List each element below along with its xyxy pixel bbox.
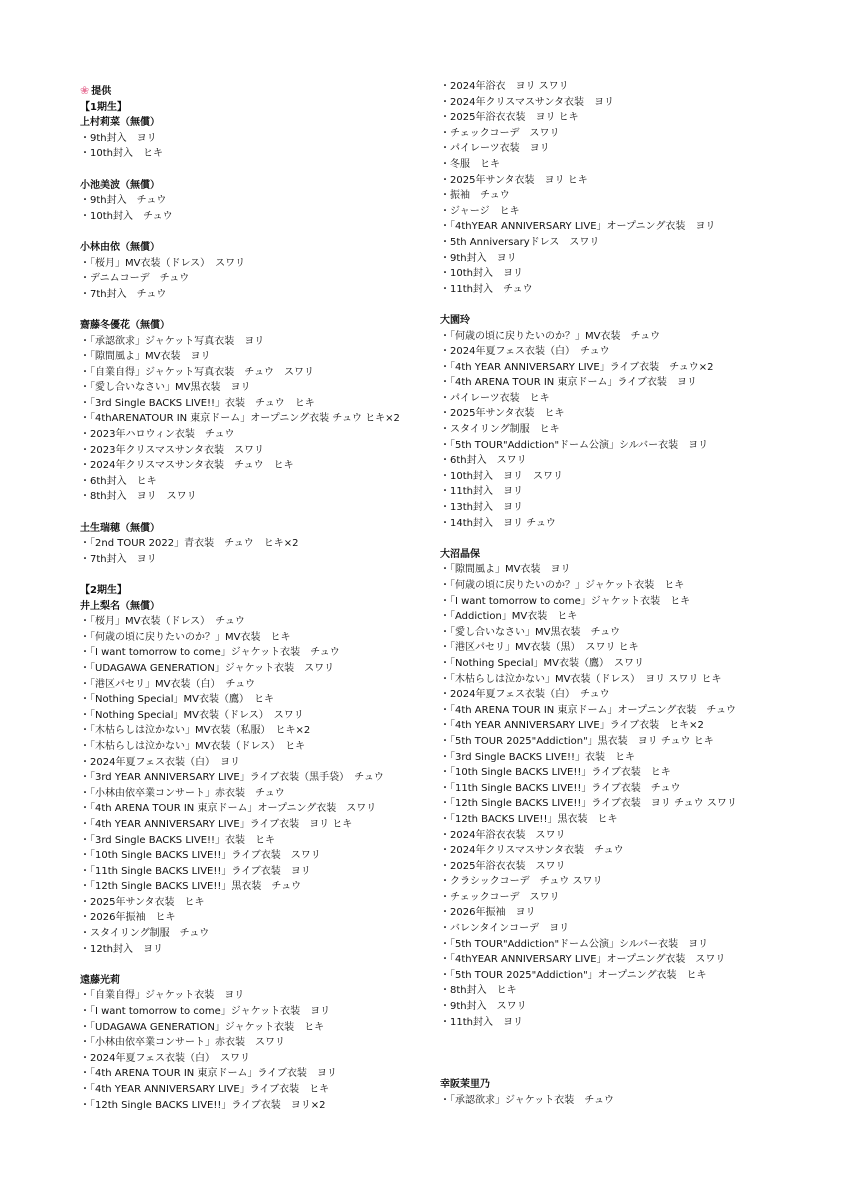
list-item: ・ バレンタインコーデ ヨリ [440, 921, 840, 937]
list-item: ・ 「10th Single BACKS LIVE!!」ライブ衣装 ヒキ [440, 765, 840, 781]
list-item: ・ 2024年浴衣衣装 スワリ [440, 828, 840, 844]
list-item: ・ 2023年クリスマスサンタ衣装 スワリ [80, 443, 420, 459]
list-item: ・ 2024年夏フェス衣装（白） ヨリ [80, 755, 420, 771]
list-item: ・ 10th封入 ヨリ [440, 266, 840, 282]
list-item: ・ 「4th ARENA TOUR IN 東京ドーム」オープニング衣装 スワリ [80, 801, 420, 817]
list-item: ・ パイレーツ衣装 ヨリ [440, 141, 840, 157]
list-item: ・ 「隙間風よ」MV衣装 ヨリ [440, 562, 840, 578]
list-item: ・ 10th封入 ヒキ [80, 146, 420, 162]
list-item: ・ 「12th Single BACKS LIVE!!」ライブ衣装 ヨリ×2 [80, 1098, 420, 1114]
list-item: ・ 2024年クリスマスサンタ衣装 チュウ ヒキ [80, 458, 420, 474]
list-item: ・ 「12th Single BACKS LIVE!!」ライブ衣装 ヨリ チュウ スワリ [440, 796, 840, 812]
list-item: ・ 「4thYEAR ANNIVERSARY LIVE」オープニング衣装 ヨリ [440, 219, 840, 235]
list-item: ・ 2024年クリスマスサンタ衣装 ヨリ [440, 95, 840, 111]
list-item: ・ 「5th TOUR 2025"Addiction"」黒衣装 ヨリ チュウ ヒキ [440, 734, 840, 750]
flower-icon: ❀ [80, 84, 90, 97]
member-name: 大沼晶保 [440, 548, 480, 560]
list-item: ・ チェックコーデ スワリ [440, 126, 840, 142]
member-block [80, 178, 420, 225]
list-item: ・ 「3rd Single BACKS LIVE!!」衣装 チュウ ヒキ [80, 396, 420, 412]
list-item: ・ 11th封入 ヨリ [440, 484, 840, 500]
section-header-label: 提供 [91, 86, 112, 97]
list-item: ・ スタイリング制服 ヒキ [440, 422, 840, 438]
list-item: ・ 2025年サンタ衣装 ヒキ [440, 406, 840, 422]
list-item: ・ 「自業自得」ジャケット写真衣装 チュウ スワリ [80, 365, 420, 381]
list-item: ・ 「愛し合いなさい」MV黒衣装 チュウ [440, 625, 840, 641]
list-item: ・ 9th封入 チュウ [80, 193, 420, 209]
list-item: ・ 「5th TOUR"Addiction"ドーム公演」シルバー衣装 ヨリ [440, 937, 840, 953]
right-column [440, 79, 840, 1108]
member-name: 遠藤光莉 [80, 974, 120, 986]
list-item: ・ 「桜月」MV衣装（ドレス） スワリ [80, 256, 420, 272]
member-name: 小池美波（無償） [80, 179, 160, 191]
list-item: ・ 「3rd Single BACKS LIVE!!」衣装 ヒキ [440, 750, 840, 766]
member-block [440, 547, 840, 1030]
list-item: ・ 8th封入 ヨリ スワリ [80, 489, 420, 505]
list-item: ・ デニムコーデ チュウ [80, 271, 420, 287]
list-item: ・ 2023年ハロウィン衣装 チュウ [80, 427, 420, 443]
list-item: ・ 「3rd YEAR ANNIVERSARY LIVE」ライブ衣装（黒手袋） チュウ [80, 770, 420, 786]
list-item: ・ 「木枯らしは泣かない」MV衣装（ドレス） ヒキ [80, 739, 420, 755]
list-item: ・ 「小林由依卒業コンサート」赤衣装 チュウ [80, 786, 420, 802]
list-item: ・ 「4thYEAR ANNIVERSARY LIVE」オープニング衣装 スワリ [440, 952, 840, 968]
member-block [440, 1077, 840, 1108]
list-item: ・ 2024年浴衣 ヨリ スワリ [440, 79, 840, 95]
list-item: ・ 「5th TOUR"Addiction"ドーム公演」シルバー衣装 ヨリ [440, 438, 840, 454]
member-name: 齋藤冬優花（無償） [80, 319, 170, 331]
list-item: ・ 2025年浴衣衣装 ヨリ ヒキ [440, 110, 840, 126]
list-item: ・ 11th封入 ヨリ [440, 1015, 840, 1031]
right-column-body [440, 79, 840, 1108]
list-item: ・ 「何歳の頃に戻りたいのか？」MV衣装 チュウ [440, 329, 840, 345]
list-item: ・ 12th封入 ヨリ [80, 942, 420, 958]
list-item: ・ 「Nothing Special」MV衣装（鷹） スワリ [440, 656, 840, 672]
member-block [80, 240, 420, 302]
list-item: ・ 2025年サンタ衣装 ヒキ [80, 895, 420, 911]
list-item: ・ 6th封入 ヒキ [80, 474, 420, 490]
list-item: ・ 13th封入 ヨリ [440, 500, 840, 516]
list-item: ・ 「愛し合いなさい」MV黒衣装 ヨリ [80, 380, 420, 396]
list-item: ・ 2024年夏フェス衣装（白） チュウ [440, 344, 840, 360]
list-item: ・ 2025年浴衣衣装 スワリ [440, 859, 840, 875]
list-item: ・ 5th Anniversaryドレス スワリ [440, 235, 840, 251]
list-item: ・ 「桜月」MV衣装（ドレス） チュウ [80, 614, 420, 630]
list-item: ・ 「3rd Single BACKS LIVE!!」衣装 ヒキ [80, 833, 420, 849]
member-block [440, 79, 840, 297]
generation-label: 【2期生】 [80, 585, 127, 596]
member-name: 小林由依（無償） [80, 241, 160, 253]
list-item: ・ 「4th YEAR ANNIVERSARY LIVE」ライブ衣装 チュウ×2 [440, 360, 840, 376]
member-block [80, 973, 420, 1113]
member-name: 土生瑞穂（無償） [80, 522, 160, 534]
list-item: ・ 「Addiction」MV衣装 ヒキ [440, 609, 840, 625]
left-column-body [80, 100, 420, 1114]
list-item: ・ 2026年振袖 ヨリ [440, 905, 840, 921]
list-item: ・ 「UDAGAWA GENERATION」ジャケット衣装 スワリ [80, 661, 420, 677]
list-item: ・ 冬服 ヒキ [440, 157, 840, 173]
list-item: ・ 「承認欲求」ジャケット衣装 チュウ [440, 1093, 840, 1109]
member-block [80, 100, 420, 162]
list-item: ・ 「小林由依卒業コンサート」赤衣装 スワリ [80, 1035, 420, 1051]
member-name: 幸阪茉里乃 [440, 1079, 490, 1091]
list-item: ・ 「5th TOUR 2025"Addiction"」オープニング衣装 ヒキ [440, 968, 840, 984]
list-item: ・ 「承認欲求」ジャケット写真衣装 ヨリ [80, 334, 420, 350]
list-item: ・ 2024年夏フェス衣装（白） チュウ [440, 687, 840, 703]
list-item: ・ 10th封入 チュウ [80, 209, 420, 225]
list-item: ・ 「2nd TOUR 2022」青衣装 チュウ ヒキ×2 [80, 536, 420, 552]
list-item: ・ 「12th Single BACKS LIVE!!」黒衣装 チュウ [80, 879, 420, 895]
list-item: ・ 10th封入 ヨリ スワリ [440, 469, 840, 485]
list-item: ・ 「4th YEAR ANNIVERSARY LIVE」ライブ衣装 ヒキ [80, 1082, 420, 1098]
member-name: 大園玲 [440, 314, 470, 326]
list-item: ・ 8th封入 ヒキ [440, 983, 840, 999]
list-item: ・ 「12th BACKS LIVE!!」黒衣装 ヒキ [440, 812, 840, 828]
member-name: 上村莉菜（無償） [80, 117, 160, 129]
left-column [80, 83, 420, 1113]
list-item: ・ 6th封入 スワリ [440, 453, 840, 469]
list-item: ・ チェックコーデ スワリ [440, 890, 840, 906]
list-item: ・ 2024年夏フェス衣装（白） スワリ [80, 1051, 420, 1067]
list-item: ・ 「自業自得」ジャケット衣装 ヨリ [80, 988, 420, 1004]
list-item: ・ 「4th YEAR ANNIVERSARY LIVE」ライブ衣装 ヒキ×2 [440, 718, 840, 734]
list-item: ・ 振袖 チュウ [440, 188, 840, 204]
member-block [80, 521, 420, 568]
list-item: ・ 「4th ARENA TOUR IN 東京ドーム」ライブ衣装 ヨリ [80, 1066, 420, 1082]
member-name: 井上梨名（無償） [80, 600, 160, 612]
list-item: ・ 「4th YEAR ANNIVERSARY LIVE」ライブ衣装 ヨリ ヒキ [80, 817, 420, 833]
list-item: ・ 9th封入 スワリ [440, 999, 840, 1015]
list-item: ・ ジャージ ヒキ [440, 204, 840, 220]
member-block [80, 318, 420, 505]
list-item: ・ 「11th Single BACKS LIVE!!」ライブ衣装 ヨリ [80, 864, 420, 880]
section-header [80, 83, 420, 100]
list-item: ・ 2025年サンタ衣装 ヨリ ヒキ [440, 173, 840, 189]
list-item: ・ クラシックコーデ チュウ スワリ [440, 874, 840, 890]
list-item: ・ 7th封入 チュウ [80, 287, 420, 303]
list-item: ・ 「I want tomorrow to come」ジャケット衣装 ヨリ [80, 1004, 420, 1020]
list-item: ・ パイレーツ衣装 ヒキ [440, 391, 840, 407]
list-item: ・ 「何歳の頃に戻りたいのか？」ジャケット衣装 ヒキ [440, 578, 840, 594]
list-item: ・ スタイリング制服 チュウ [80, 926, 420, 942]
list-item: ・ 9th封入 ヨリ [440, 251, 840, 267]
list-item: ・ 2026年振袖 ヒキ [80, 910, 420, 926]
list-item: ・ 7th封入 ヨリ [80, 552, 420, 568]
list-item: ・ 11th封入 チュウ [440, 282, 840, 298]
list-item: ・ 「11th Single BACKS LIVE!!」ライブ衣装 チュウ [440, 781, 840, 797]
generation-label: 【1期生】 [80, 101, 127, 113]
list-item: ・ 「4th ARENA TOUR IN 東京ドーム」ライブ衣装 ヨリ [440, 375, 840, 391]
list-item: ・ 「Nothing Special」MV衣装（鷹） ヒキ [80, 692, 420, 708]
list-item: ・ 「I want tomorrow to come」ジャケット衣装 ヒキ [440, 594, 840, 610]
member-block [440, 313, 840, 531]
list-item: ・ 9th封入 ヨリ [80, 131, 420, 147]
list-item: ・ 14th封入 ヨリ チュウ [440, 516, 840, 532]
list-item: ・ 2024年クリスマスサンタ衣装 チュウ [440, 843, 840, 859]
list-item: ・ 「港区パセリ」MV衣装（白） チュウ [80, 677, 420, 693]
list-item: ・ 「UDAGAWA GENERATION」ジャケット衣装 ヒキ [80, 1020, 420, 1036]
list-item: ・ 「Nothing Special」MV衣装（ドレス） スワリ [80, 708, 420, 724]
list-item: ・ 「港区パセリ」MV衣装（黒） スワリ ヒキ [440, 640, 840, 656]
list-item: ・ 「隙間風よ」MV衣装 ヨリ [80, 349, 420, 365]
list-item: ・ 「何歳の頃に戻りたいのか？」MV衣装 ヒキ [80, 630, 420, 646]
list-item: ・ 「4th ARENA TOUR IN 東京ドーム」オープニング衣装 チュウ [440, 703, 840, 719]
list-item: ・ 「木枯らしは泣かない」MV衣装（ドレス） ヨリ スワリ ヒキ [440, 672, 840, 688]
list-item: ・ 「4thARENATOUR IN 東京ドーム」オープニング衣装 チュウ ヒキ×2 [80, 411, 420, 427]
list-item: ・ 「木枯らしは泣かない」MV衣装（私服） ヒキ×2 [80, 723, 420, 739]
list-item: ・ 「10th Single BACKS LIVE!!」ライブ衣装 スワリ [80, 848, 420, 864]
member-block [80, 583, 420, 957]
list-item: ・ 「I want tomorrow to come」ジャケット衣装 チュウ [80, 645, 420, 661]
